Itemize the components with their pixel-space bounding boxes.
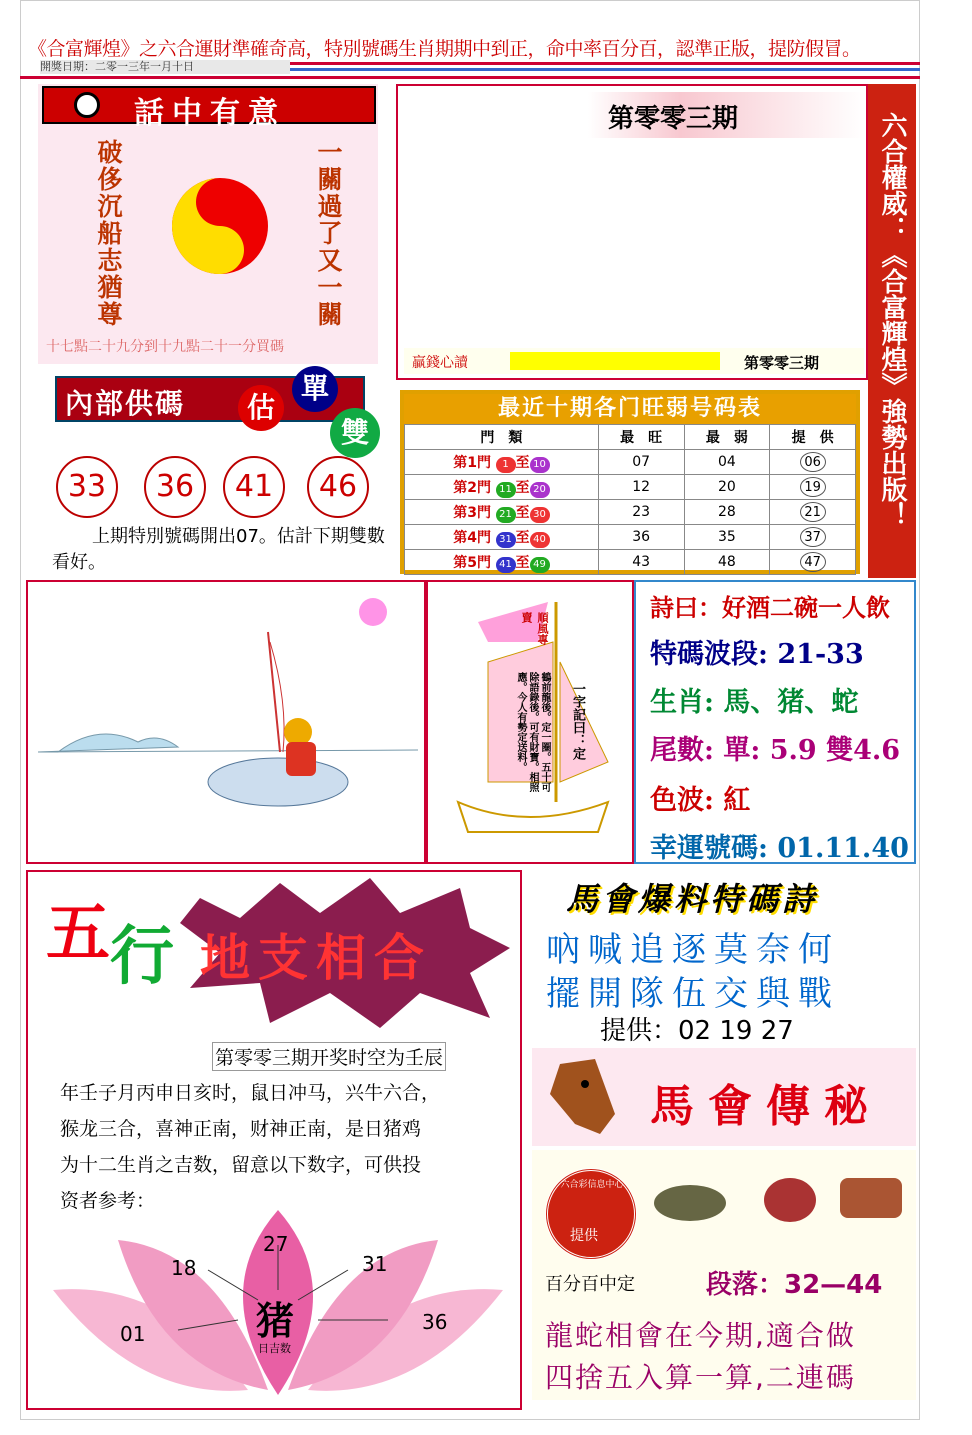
give-cell: 19 bbox=[800, 477, 826, 497]
range-to: 49 bbox=[530, 557, 550, 573]
sail-flag: 順風專賣 bbox=[520, 612, 549, 645]
number-table-panel bbox=[400, 390, 860, 574]
secret-banner bbox=[532, 1048, 916, 1146]
talk-panel bbox=[38, 84, 378, 364]
lotus-center-sub: 日吉数 bbox=[258, 1342, 291, 1355]
header-stripe-red-2 bbox=[20, 76, 920, 79]
animals-illustration bbox=[650, 1168, 910, 1238]
door-label: 第5門 bbox=[453, 554, 492, 571]
wuxing-text-2: 年壬子月丙申日亥时，鼠日冲马，兴牛六合， bbox=[60, 1082, 441, 1104]
horse-head-icon bbox=[540, 1054, 620, 1140]
wuxing-title-b: 行 bbox=[110, 919, 174, 994]
wuxing-title-a: 五 bbox=[46, 896, 110, 971]
poem-value: 21-33 bbox=[777, 639, 864, 670]
min-cell: 04 bbox=[684, 450, 770, 475]
lotus-number: 36 bbox=[422, 1310, 448, 1334]
min-cell: 20 bbox=[684, 475, 770, 500]
min-cell: 28 bbox=[684, 500, 770, 525]
poem-value: 01.11.40 bbox=[777, 833, 909, 864]
logo-icon bbox=[74, 92, 100, 118]
max-cell: 23 bbox=[598, 500, 684, 525]
max-cell: 12 bbox=[598, 475, 684, 500]
code-ball: 46 bbox=[307, 456, 369, 518]
range-to: 20 bbox=[530, 482, 550, 498]
poem-label: 生肖: bbox=[650, 687, 714, 718]
wuxing-title-c: 地支相合 bbox=[200, 928, 432, 987]
sail-verse-1: 一字記曰：定 bbox=[570, 682, 585, 760]
yin-yang-icon bbox=[170, 176, 270, 276]
max-cell: 07 bbox=[598, 450, 684, 475]
draw-date: 開獎日期：二零一三年一月十日 bbox=[40, 60, 290, 74]
range-to: 10 bbox=[530, 457, 550, 473]
poem-label: 色波: bbox=[650, 785, 714, 816]
horse-poem-title: 馬會爆料特碼詩 bbox=[566, 880, 819, 918]
lotus-number: 01 bbox=[120, 1322, 146, 1346]
code-ball: 41 bbox=[223, 456, 285, 518]
wuxing-text-4: 为十二生肖之吉数，留意以下数字，可供投 bbox=[60, 1154, 422, 1176]
table-row: 第1門 1 至 10 07 04 06 bbox=[405, 450, 856, 475]
poem-label: 尾數: bbox=[650, 735, 714, 766]
rooster-icon bbox=[764, 1178, 816, 1222]
header-stripe-blue bbox=[290, 68, 920, 71]
poem-value: 紅 bbox=[723, 785, 751, 816]
rat-icon bbox=[654, 1185, 726, 1221]
range-from: 31 bbox=[496, 532, 516, 548]
table-row: 第3門 21 至 30 23 28 21 bbox=[405, 500, 856, 525]
table-header: 提 供 bbox=[770, 425, 856, 450]
range-from: 1 bbox=[496, 457, 516, 473]
min-cell: 35 bbox=[684, 525, 770, 550]
range-from: 41 bbox=[496, 557, 516, 573]
stamp-icon bbox=[359, 598, 387, 626]
door-label: 第3門 bbox=[453, 504, 492, 521]
time-note: 十七點二十九分到十九點二十一分買碼 bbox=[46, 339, 284, 355]
table-row: 第2門 11 至 20 12 20 19 bbox=[405, 475, 856, 500]
side-banner: 六合權威：《合富輝煌》強勢出版！ bbox=[868, 84, 916, 578]
issue-footer bbox=[404, 348, 864, 374]
issue-panel bbox=[396, 84, 868, 380]
lotus-number: 27 bbox=[263, 1232, 289, 1256]
left-verse: 破侈沉船志猶尊 bbox=[94, 139, 123, 328]
small-issue: 第零零三期 bbox=[744, 354, 820, 372]
number-table bbox=[404, 424, 856, 575]
horse-poem-give: 提供：02 19 27 bbox=[600, 1016, 794, 1046]
table-title: 最近十期各门旺弱号码表 bbox=[404, 394, 856, 424]
lotus-number: 31 bbox=[362, 1252, 388, 1276]
sure-text: 百分百中定 bbox=[545, 1274, 635, 1295]
header-stripe-red bbox=[290, 62, 920, 65]
give-cell: 37 bbox=[800, 527, 826, 547]
sail-verse-2: 鶴前龍後。定一圈。五十可除語錄後。可有財寶。相照應。今人有勢定送料。 bbox=[515, 672, 550, 792]
right-verse: 一關過了又一關 bbox=[314, 139, 343, 328]
internal-note: 上期特別號碼開出07。估計下期雙數看好。 bbox=[52, 526, 385, 573]
horse-poem-line-1: 吶喊追逐莫奈何 bbox=[546, 930, 840, 970]
min-cell: 48 bbox=[684, 550, 770, 575]
segment-text: 段落：32—44 bbox=[706, 1270, 883, 1300]
door-label: 第4門 bbox=[453, 529, 492, 546]
seal-text: 六合彩信息中心 bbox=[560, 1180, 624, 1190]
give-cell: 21 bbox=[800, 502, 826, 522]
range-to: 30 bbox=[530, 507, 550, 523]
code-ball: 33 bbox=[56, 456, 118, 518]
fishing-panel bbox=[26, 580, 426, 864]
odd-tag: 單 bbox=[292, 366, 338, 412]
yellow-bar bbox=[510, 352, 720, 370]
sail-panel bbox=[426, 580, 634, 864]
lotus-number: 18 bbox=[171, 1256, 197, 1280]
give-cell: 06 bbox=[800, 452, 826, 472]
table-row: 第5門 41 至 49 43 48 47 bbox=[405, 550, 856, 575]
seal-stamp bbox=[545, 1168, 637, 1260]
horse-poem-line-2: 擺開隊伍交與戰 bbox=[546, 974, 840, 1014]
guess-tag: 估 bbox=[238, 385, 284, 431]
code-ball: 36 bbox=[144, 456, 206, 518]
internal-title: 內部供碼 bbox=[65, 387, 186, 420]
max-cell: 36 bbox=[598, 525, 684, 550]
ox-icon bbox=[840, 1178, 902, 1218]
wuxing-text-1: 第零零三期开奖时空为壬辰 bbox=[212, 1042, 446, 1071]
fisherman-illustration bbox=[28, 582, 424, 862]
win-heart: 贏錢心讀 bbox=[412, 355, 468, 371]
door-label: 第2門 bbox=[453, 479, 492, 496]
max-cell: 43 bbox=[598, 550, 684, 575]
even-tag: 雙 bbox=[330, 408, 380, 458]
secret-title: 馬會傳秘 bbox=[650, 1081, 882, 1132]
wuxing-text-3: 猴龙三合，喜神正南，财神正南，是日猪鸡 bbox=[60, 1118, 422, 1140]
secret-line-1: 龍蛇相會在今期,適合做 bbox=[545, 1319, 856, 1352]
wuxing-text-5: 资者参考： bbox=[60, 1190, 156, 1212]
poem-label: 幸運號碼: bbox=[650, 833, 768, 864]
door-label: 第1門 bbox=[453, 454, 492, 471]
range-from: 21 bbox=[496, 507, 516, 523]
lotus-center: 猪 bbox=[256, 1299, 295, 1343]
poem-value: 好酒二碗一人飲 bbox=[722, 593, 890, 622]
table-header: 門 類 bbox=[405, 425, 599, 450]
table-row: 第4門 31 至 40 36 35 37 bbox=[405, 525, 856, 550]
talk-banner bbox=[42, 86, 376, 131]
poem-label: 詩曰： bbox=[650, 593, 722, 622]
seal-give: 提供 bbox=[570, 1228, 598, 1244]
poem-label: 特碼波段: bbox=[650, 639, 768, 670]
header-title: 《合富輝煌》之六合運財準確奇高，特別號碼生肖期期中到正，命中率百分百，認準正版，提防假冒。 bbox=[28, 38, 861, 60]
poem-value: 單: 5.9 雙4.6 bbox=[723, 735, 901, 766]
poem-value: 馬、猪、蛇 bbox=[723, 687, 859, 718]
range-to: 40 bbox=[530, 532, 550, 548]
issue-label: 第零零三期 bbox=[608, 104, 739, 134]
give-cell: 47 bbox=[800, 552, 826, 572]
talk-banner-text: 話中有意 bbox=[134, 96, 286, 131]
table-header: 最 旺 bbox=[598, 425, 684, 450]
secret-line-2: 四捨五入算一算,二連碼 bbox=[545, 1361, 856, 1394]
range-from: 11 bbox=[496, 482, 516, 498]
table-header: 最 弱 bbox=[684, 425, 770, 450]
